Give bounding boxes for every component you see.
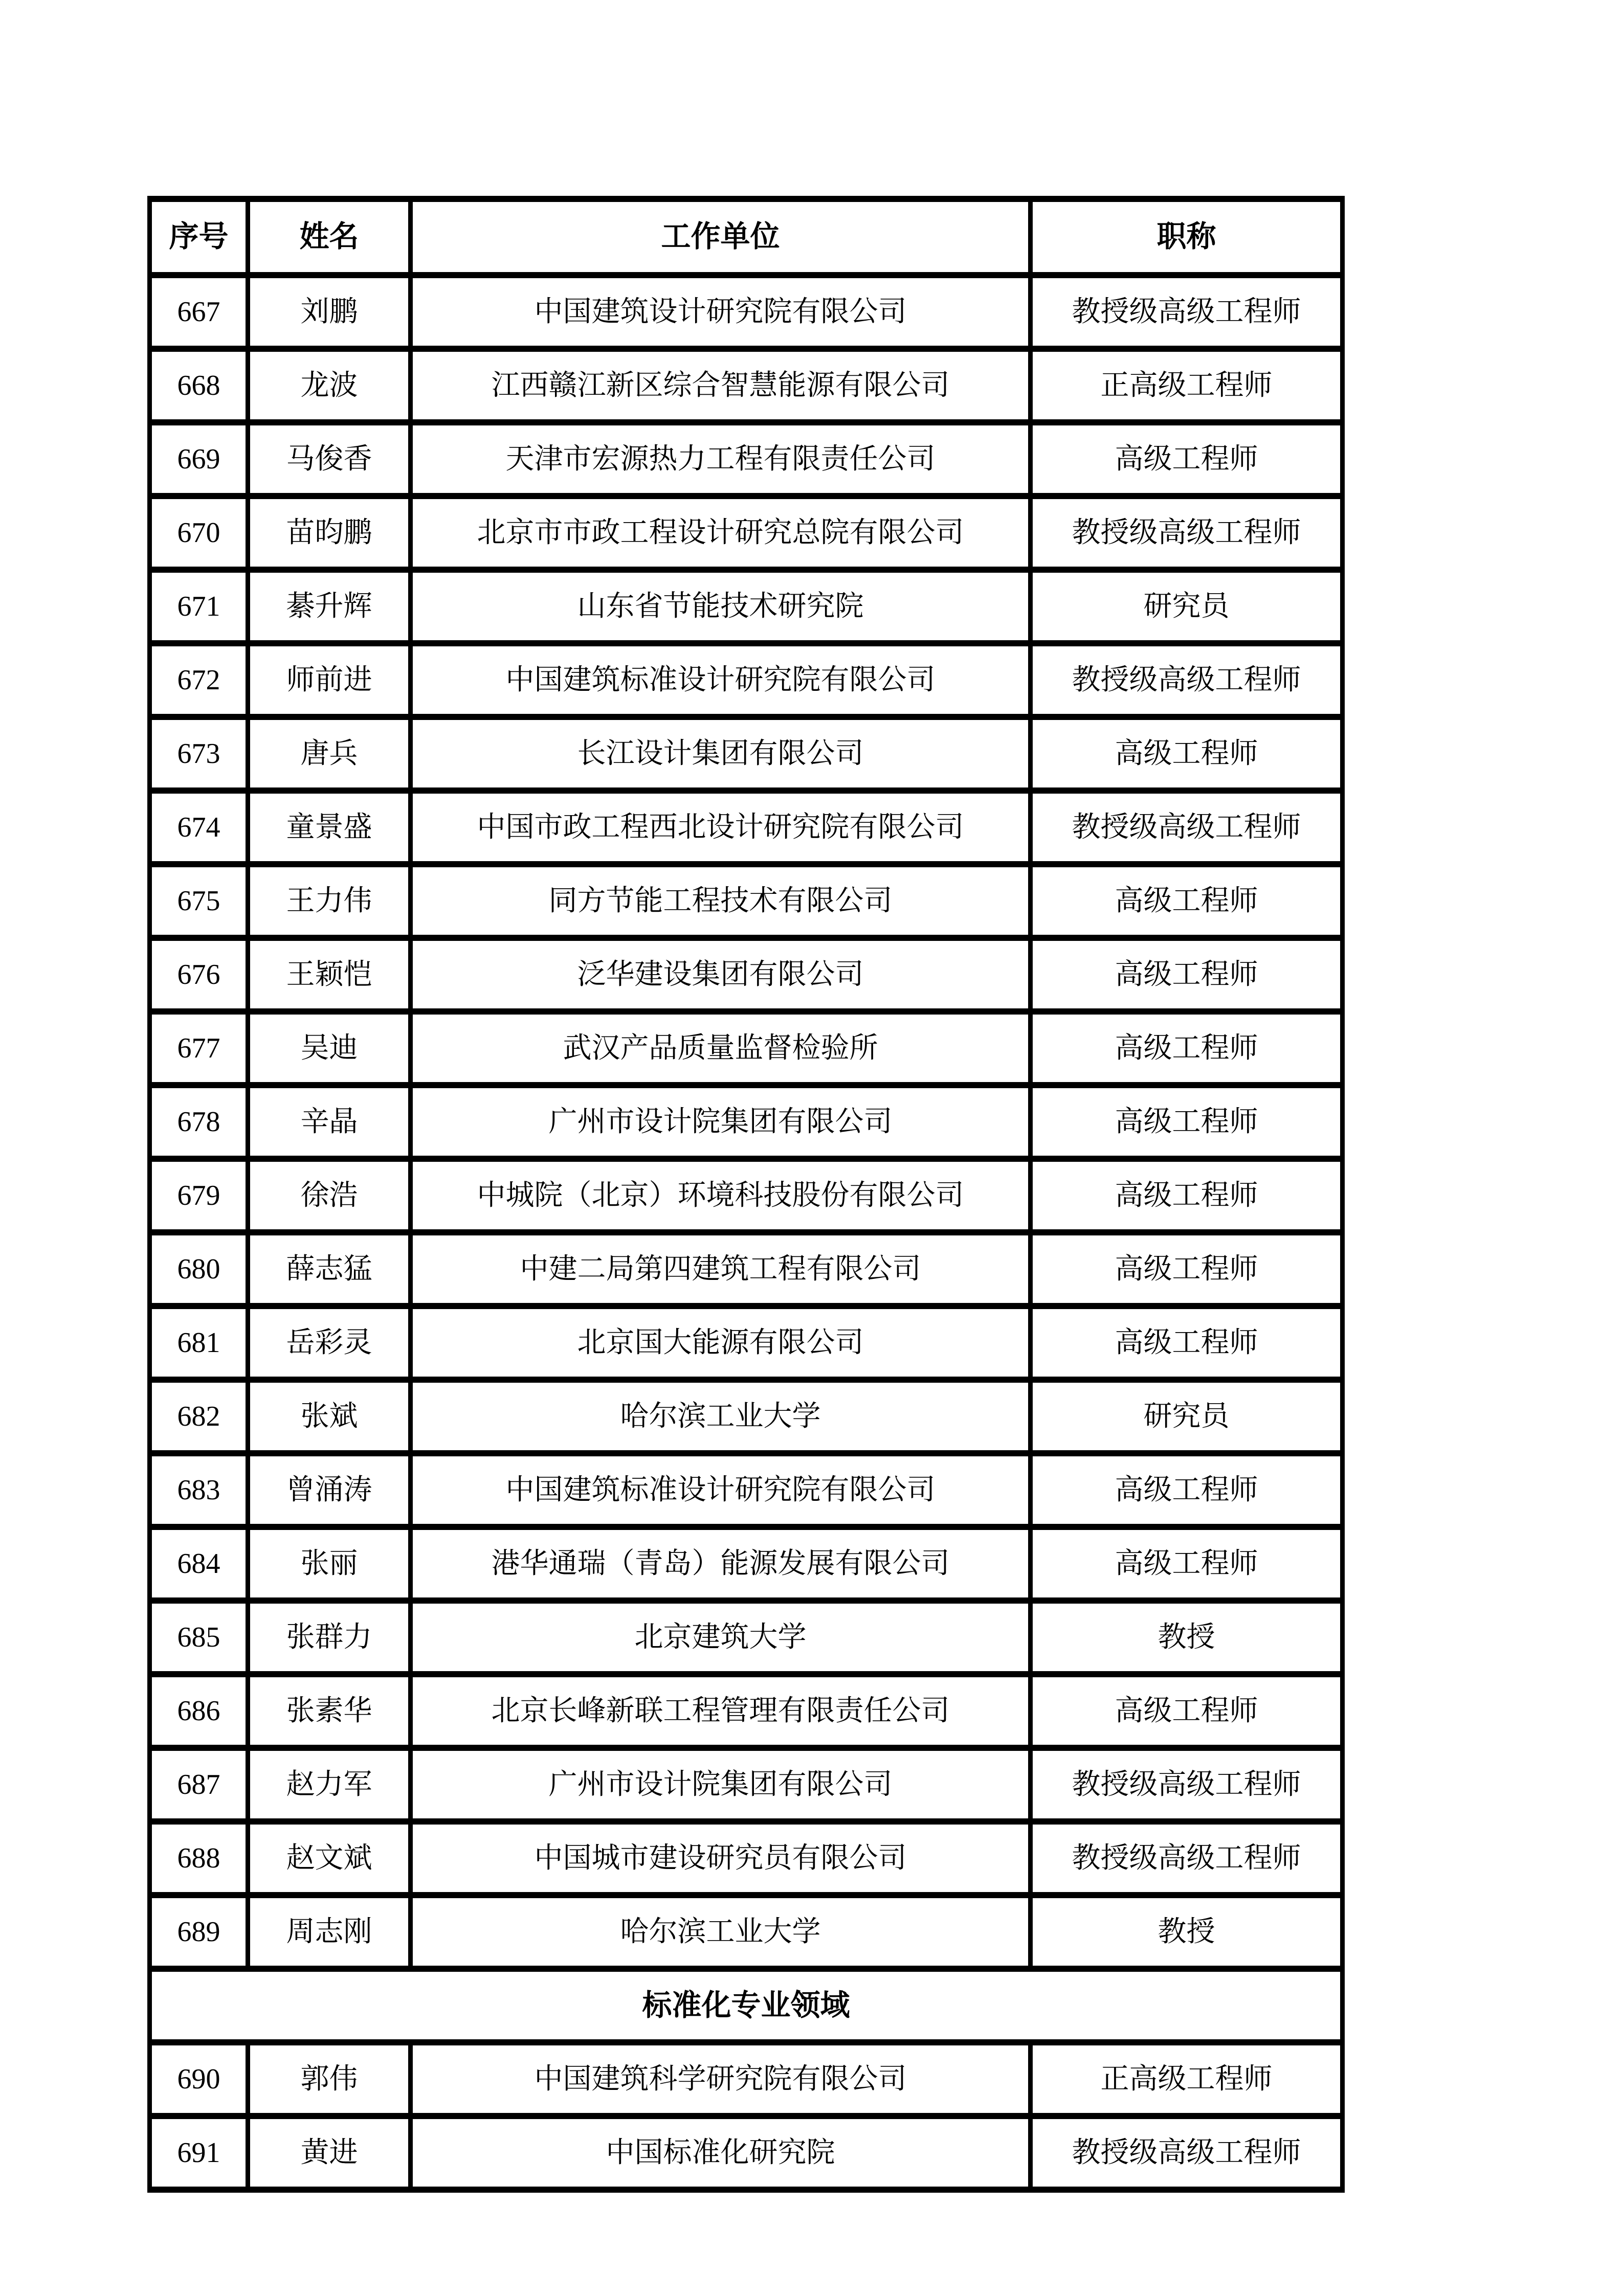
cell-organization: 长江设计集团有限公司 [411,717,1031,791]
cell-index: 680 [150,1232,248,1306]
cell-organization: 中国市政工程西北设计研究院有限公司 [411,791,1031,864]
cell-title: 正高级工程师 [1031,2042,1343,2116]
cell-index: 672 [150,643,248,717]
cell-title: 教授级高级工程师 [1031,1821,1343,1895]
cell-name: 郭伟 [248,2042,411,2116]
cell-organization: 天津市宏源热力工程有限责任公司 [411,422,1031,496]
cell-organization: 广州市设计院集团有限公司 [411,1748,1031,1821]
cell-organization: 北京市市政工程设计研究总院有限公司 [411,496,1031,570]
cell-organization: 泛华建设集团有限公司 [411,938,1031,1011]
cell-index: 687 [150,1748,248,1821]
cell-title: 教授级高级工程师 [1031,791,1343,864]
table-row [150,1011,1343,1085]
table-row [150,717,1343,791]
cell-index: 679 [150,1159,248,1232]
cell-index: 678 [150,1085,248,1159]
cell-index: 686 [150,1674,248,1748]
table-row [150,1232,1343,1306]
cell-name: 张斌 [248,1380,411,1453]
cell-organization: 中国建筑标准设计研究院有限公司 [411,643,1031,717]
cell-organization: 中国建筑科学研究院有限公司 [411,2042,1031,2116]
cell-organization: 广州市设计院集团有限公司 [411,1085,1031,1159]
cell-index: 673 [150,717,248,791]
cell-name: 黄进 [248,2116,411,2190]
cell-organization: 北京国大能源有限公司 [411,1306,1031,1380]
cell-title: 高级工程师 [1031,938,1343,1011]
cell-name: 童景盛 [248,791,411,864]
table-row [150,349,1343,422]
table-row [150,275,1343,349]
table-row [150,1306,1343,1380]
table-row [150,1895,1343,1969]
cell-title: 高级工程师 [1031,1674,1343,1748]
cell-name: 刘鹏 [248,275,411,349]
table-row [150,1821,1343,1895]
col-header-name: 姓名 [248,199,411,275]
cell-name: 曾涌涛 [248,1453,411,1527]
cell-index: 688 [150,1821,248,1895]
cell-name: 苗昀鹏 [248,496,411,570]
cell-title: 高级工程师 [1031,1159,1343,1232]
cell-organization: 哈尔滨工业大学 [411,1895,1031,1969]
cell-index: 674 [150,791,248,864]
cell-title: 高级工程师 [1031,717,1343,791]
cell-name: 唐兵 [248,717,411,791]
col-header-organization: 工作单位 [411,199,1031,275]
table-row [150,643,1343,717]
cell-organization: 武汉产品质量监督检验所 [411,1011,1031,1085]
cell-name: 龙波 [248,349,411,422]
table-row [150,791,1343,864]
cell-title: 高级工程师 [1031,1306,1343,1380]
cell-index: 685 [150,1601,248,1674]
table-row [150,496,1343,570]
cell-name: 王颖恺 [248,938,411,1011]
cell-title: 教授级高级工程师 [1031,275,1343,349]
cell-index: 690 [150,2042,248,2116]
cell-title: 高级工程师 [1031,864,1343,938]
cell-name: 岳彩灵 [248,1306,411,1380]
table-body [150,275,1343,2190]
cell-title: 教授级高级工程师 [1031,2116,1343,2190]
cell-index: 670 [150,496,248,570]
cell-index: 667 [150,275,248,349]
cell-title: 教授级高级工程师 [1031,1748,1343,1821]
table-row [150,2116,1343,2190]
cell-name: 师前进 [248,643,411,717]
col-header-index: 序号 [150,199,248,275]
cell-organization: 同方节能工程技术有限公司 [411,864,1031,938]
cell-name: 綦升辉 [248,570,411,643]
cell-title: 教授级高级工程师 [1031,496,1343,570]
section-row [150,1969,1343,2042]
cell-organization: 山东省节能技术研究院 [411,570,1031,643]
cell-name: 王力伟 [248,864,411,938]
table-row [150,1159,1343,1232]
cell-index: 676 [150,938,248,1011]
cell-name: 赵文斌 [248,1821,411,1895]
cell-index: 677 [150,1011,248,1085]
cell-organization: 中国建筑设计研究院有限公司 [411,275,1031,349]
cell-title: 高级工程师 [1031,1453,1343,1527]
cell-name: 马俊香 [248,422,411,496]
table-row [150,1674,1343,1748]
cell-index: 669 [150,422,248,496]
table-row [150,938,1343,1011]
cell-title: 高级工程师 [1031,1011,1343,1085]
cell-organization: 港华通瑞（青岛）能源发展有限公司 [411,1527,1031,1601]
cell-title: 研究员 [1031,1380,1343,1453]
table-row [150,570,1343,643]
table-row [150,1748,1343,1821]
cell-title: 高级工程师 [1031,422,1343,496]
cell-title: 高级工程师 [1031,1527,1343,1601]
cell-index: 681 [150,1306,248,1380]
cell-organization: 江西赣江新区综合智慧能源有限公司 [411,349,1031,422]
cell-organization: 北京建筑大学 [411,1601,1031,1674]
cell-name: 张丽 [248,1527,411,1601]
table-row [150,1527,1343,1601]
cell-index: 668 [150,349,248,422]
section-label: 标准化专业领域 [150,1969,1343,2042]
table-row [150,864,1343,938]
cell-organization: 中国建筑标准设计研究院有限公司 [411,1453,1031,1527]
table-row [150,1601,1343,1674]
cell-index: 675 [150,864,248,938]
cell-organization: 北京长峰新联工程管理有限责任公司 [411,1674,1031,1748]
header-row [150,199,1343,275]
cell-index: 691 [150,2116,248,2190]
cell-index: 682 [150,1380,248,1453]
cell-name: 徐浩 [248,1159,411,1232]
cell-title: 正高级工程师 [1031,349,1343,422]
cell-index: 689 [150,1895,248,1969]
col-header-title: 职称 [1031,199,1343,275]
cell-name: 张素华 [248,1674,411,1748]
cell-name: 周志刚 [248,1895,411,1969]
cell-index: 683 [150,1453,248,1527]
cell-title: 教授 [1031,1895,1343,1969]
table-row [150,1453,1343,1527]
cell-title: 研究员 [1031,570,1343,643]
cell-organization: 哈尔滨工业大学 [411,1380,1031,1453]
cell-name: 薛志猛 [248,1232,411,1306]
cell-organization: 中建二局第四建筑工程有限公司 [411,1232,1031,1306]
table-row [150,422,1343,496]
cell-name: 赵力军 [248,1748,411,1821]
cell-organization: 中国标准化研究院 [411,2116,1031,2190]
cell-name: 吴迪 [248,1011,411,1085]
cell-organization: 中国城市建设研究员有限公司 [411,1821,1031,1895]
cell-title: 教授 [1031,1601,1343,1674]
table-row [150,1085,1343,1159]
cell-index: 671 [150,570,248,643]
table-row [150,2042,1343,2116]
cell-title: 高级工程师 [1031,1085,1343,1159]
cell-index: 684 [150,1527,248,1601]
cell-name: 张群力 [248,1601,411,1674]
cell-organization: 中城院（北京）环境科技股份有限公司 [411,1159,1031,1232]
personnel-table [147,196,1345,2193]
cell-name: 辛晶 [248,1085,411,1159]
cell-title: 教授级高级工程师 [1031,643,1343,717]
table-row [150,1380,1343,1453]
cell-title: 高级工程师 [1031,1232,1343,1306]
